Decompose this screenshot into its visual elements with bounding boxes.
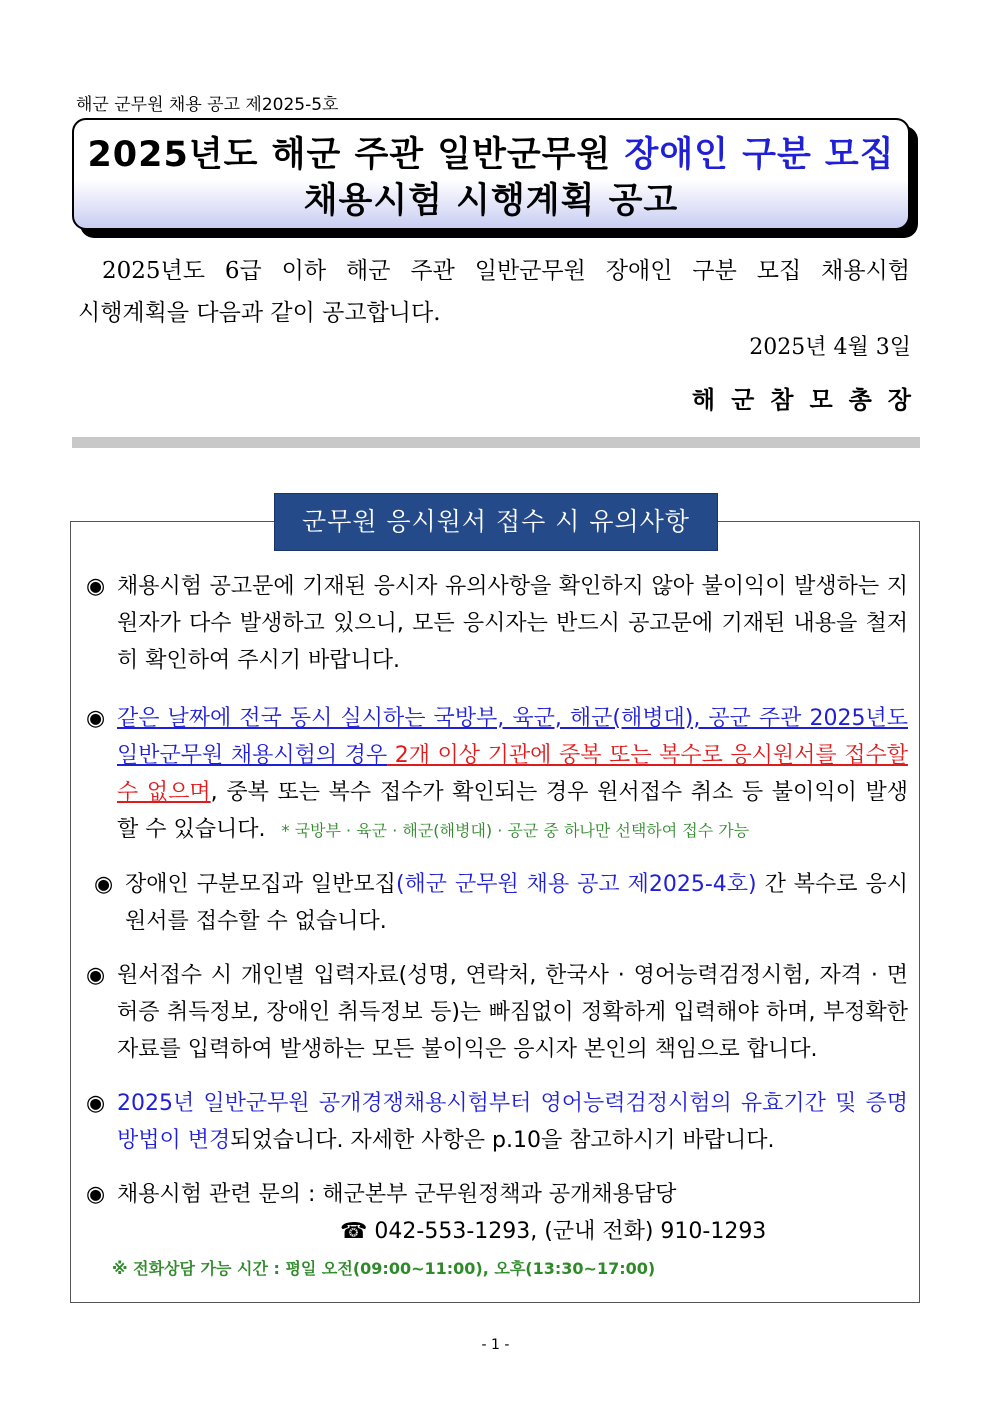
notice-header: 군무원 응시원서 접수 시 유의사항 xyxy=(274,493,718,551)
notice-item-5 xyxy=(86,1085,908,1159)
notice-item-5-text xyxy=(117,1085,908,1159)
notice-item-2-rest: , 중복 또는 복수 접수가 확인되는 경우 원서접수 취소 등 불이익이 발생할 수 있습니다. xyxy=(117,780,908,842)
notice-item-3-rest: 간 복수로 응시원서를 접수할 수 없습니다. xyxy=(125,872,908,934)
signer: 해군참모총장 xyxy=(691,385,927,414)
contact-phone: ☎ 042-553-1293, (군내 전화) 910-1293 xyxy=(340,1219,767,1244)
intro-line-2: 시행계획을 다음과 같이 공고합니다. xyxy=(78,300,441,326)
bullet-icon: ◉ xyxy=(86,574,106,599)
notice-item-2-red: 2개 이상 기관에 중복 또는 복수로 응시원서를 접수할 수 없으며 xyxy=(117,743,908,805)
title-line-1 xyxy=(74,132,908,178)
page-number: - 1 - xyxy=(481,1337,510,1353)
bullet-icon: ◉ xyxy=(94,872,114,897)
notice-item-6-text: 채용시험 관련 문의 : 해군본부 군무원정책과 공개채용담당 xyxy=(117,1182,677,1207)
notice-item-1 xyxy=(86,568,908,679)
notice-item-2-text xyxy=(117,700,908,849)
notice-item-3-prefix: 장애인 구분모집과 일반모집 xyxy=(125,872,396,897)
bullet-icon: ◉ xyxy=(86,706,106,731)
publication-date: 2025년 4월 3일 xyxy=(749,335,911,360)
notice-item-3-blue: (해군 군무원 채용 공고 제2025-4호) xyxy=(395,872,757,897)
notice-item-4 xyxy=(86,957,908,1068)
bullet-icon: ◉ xyxy=(86,1182,106,1207)
title-box xyxy=(72,118,910,230)
title-line-1-prefix: 2025년도 해군 주관 일반군무원 xyxy=(87,135,625,175)
notice-item-3-text xyxy=(125,866,908,940)
notice-item-1-text: 채용시험 공고문에 기재된 응시자 유의사항을 확인하지 않아 불이익이 발생하는 지원자가 다수 발생하고 있으니, 모든 응시자는 반드시 공고문에 기재된 내용을 철저히 확인하여 주시기 바랍니다. xyxy=(117,574,908,673)
notice-item-6 xyxy=(86,1176,908,1213)
notice-item-5-rest: 되었습니다. 자세한 사항은 p.10을 참고하시기 바랍니다. xyxy=(230,1128,775,1153)
title-line-2: 채용시험 시행계획 공고 xyxy=(303,181,679,221)
section-divider xyxy=(72,437,920,448)
notice-item-3 xyxy=(94,866,908,940)
bullet-icon: ◉ xyxy=(86,963,106,988)
bullet-icon: ◉ xyxy=(86,1091,106,1116)
notice-item-5-blue: 2025년 일반군무원 공개경쟁채용시험부터 영어능력검정시험의 유효기간 및 증명방법이 변경 xyxy=(117,1091,908,1153)
notice-item-2-note: * 국방부 · 육군 · 해군(해병대) · 공군 중 하나만 선택하여 접수 가능 xyxy=(281,821,750,840)
notice-item-4-text: 원서접수 시 개인별 입력자료(성명, 연락처, 한국사 · 영어능력검정시험, 자격 · 면허증 취득정보, 장애인 취득정보 등)는 빠짐없이 정확하게 입력해야 하며, 부정확한 자료를 입력하여 발생하는 모든 불이익은 응시자 본인의 책임으로 합니다. xyxy=(117,963,908,1062)
notice-item-2 xyxy=(86,700,908,849)
notice-item-2-blue: 같은 날짜에 전국 동시 실시하는 국방부, 육군, 해군(해병대), 공군 주관 2025년도 일반군무원 채용시험의 경우 xyxy=(117,706,908,768)
notice-number: 해군 군무원 채용 공고 제2025-5호 xyxy=(76,95,339,115)
intro-paragraph xyxy=(78,250,910,334)
intro-line-1: 2025년도 6급 이하 해군 주관 일반군무원 장애인 구분 모집 채용시험 xyxy=(102,258,910,284)
phone-hours: ※ 전화상담 가능 시간 : 평일 오전(09:00~11:00), 오후(13:30~17:00) xyxy=(112,1259,656,1278)
title-highlight: 장애인 구분 모집 xyxy=(624,135,895,175)
